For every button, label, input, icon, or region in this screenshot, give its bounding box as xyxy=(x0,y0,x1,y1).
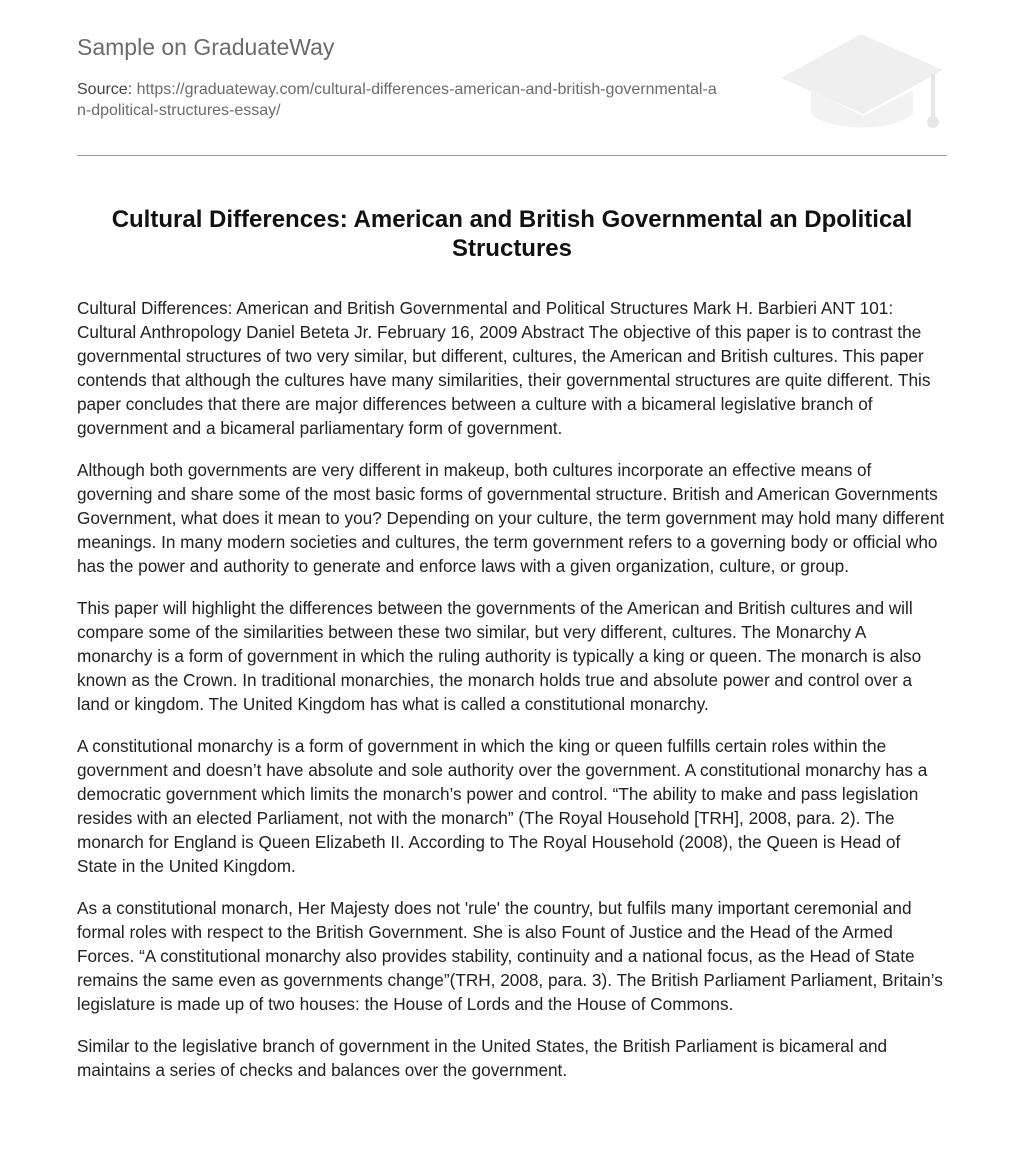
paragraph: This paper will highlight the differences between the governments of the American and British cultures and will compare some of the similarities between these two similar, but very different, cultures. The Monarchy A monarchy is a form of government in which the ruling authority is typically a king or queen. The monarch is also known as the Crown. In traditional monarchies, the monarch holds true and absolute power and control over a land or kingdom. The United Kingdom has what is called a constitutional monarchy. xyxy=(77,598,922,714)
article-title: Cultural Differences: American and British Governmental an Dpolitical Structures xyxy=(111,206,913,262)
paragraph: A constitutional monarchy is a form of government in which the king or queen fulfills certain roles within the government and doesn’t have absolute and sole authority over the government. A constitutional monarchy has a democratic government which limits the monarch’s power and control. “The ability to make and pass legislation resides with an elected Parliament, not with the monarch” (The Royal Household [TRH], 2008, para. 2). The monarch for England is Queen Elizabeth II. According to The Royal Household (2008), the Queen is Head of State in the United Kingdom. xyxy=(77,736,928,876)
article-body xyxy=(77,296,945,1100)
paragraph: As a constitutional monarch, Her Majesty does not 'rule' the country, but fulfils many important ceremonial and formal roles with respect to the British Government. She is also Fount of Justice and the Head of the Armed Forces. “A constitutional monarchy also provides stability, continuity and a national focus, as the Head of State remains the same even as governments change”(TRH, 2008, para. 3). The British Parliament Parliament, Britain’s legislature is made up of two houses: the House of Lords and the House of Commons. xyxy=(77,898,943,1014)
graduation-cap-icon xyxy=(781,30,946,134)
source-line xyxy=(77,79,717,121)
source-link[interactable]: https://graduateway.com/cultural-differences-american-and-british-governmental-an-dpolitical-structures-essay/ xyxy=(77,81,717,119)
site-title: Sample on GraduateWay xyxy=(77,34,335,60)
page-header xyxy=(77,0,947,156)
paragraph: Similar to the legislative branch of government in the United States, the British Parliament is bicameral and maintains a series of checks and balances over the government. xyxy=(77,1036,888,1080)
source-label: Source: xyxy=(77,81,133,98)
header-divider xyxy=(77,155,947,156)
paragraph: Cultural Differences: American and British Governmental and Political Structures Mark H. Barbieri ANT 101: Cultural Anthropology Daniel Beteta Jr. February 16, 2009 Abstract The objective of this paper is to contrast the governmental structures of two very similar, but different, cultures, the American and British cultures. This paper contends that although the cultures have many similarities, their governmental structures are quite different. This paper concludes that there are major differences between a culture with a bicameral legislative branch of government and a bicameral parliamentary form of government. xyxy=(77,298,931,438)
paragraph: Although both governments are very different in makeup, both cultures incorporate an effective means of governing and share some of the most basic forms of governmental structure. British and American Governments Government, what does it mean to you? Depending on your culture, the term government may hold many different meanings. In many modern societies and cultures, the term government refers to a governing body or official who has the power and authority to generate and enforce laws with a given organization, culture, or group. xyxy=(77,460,945,576)
